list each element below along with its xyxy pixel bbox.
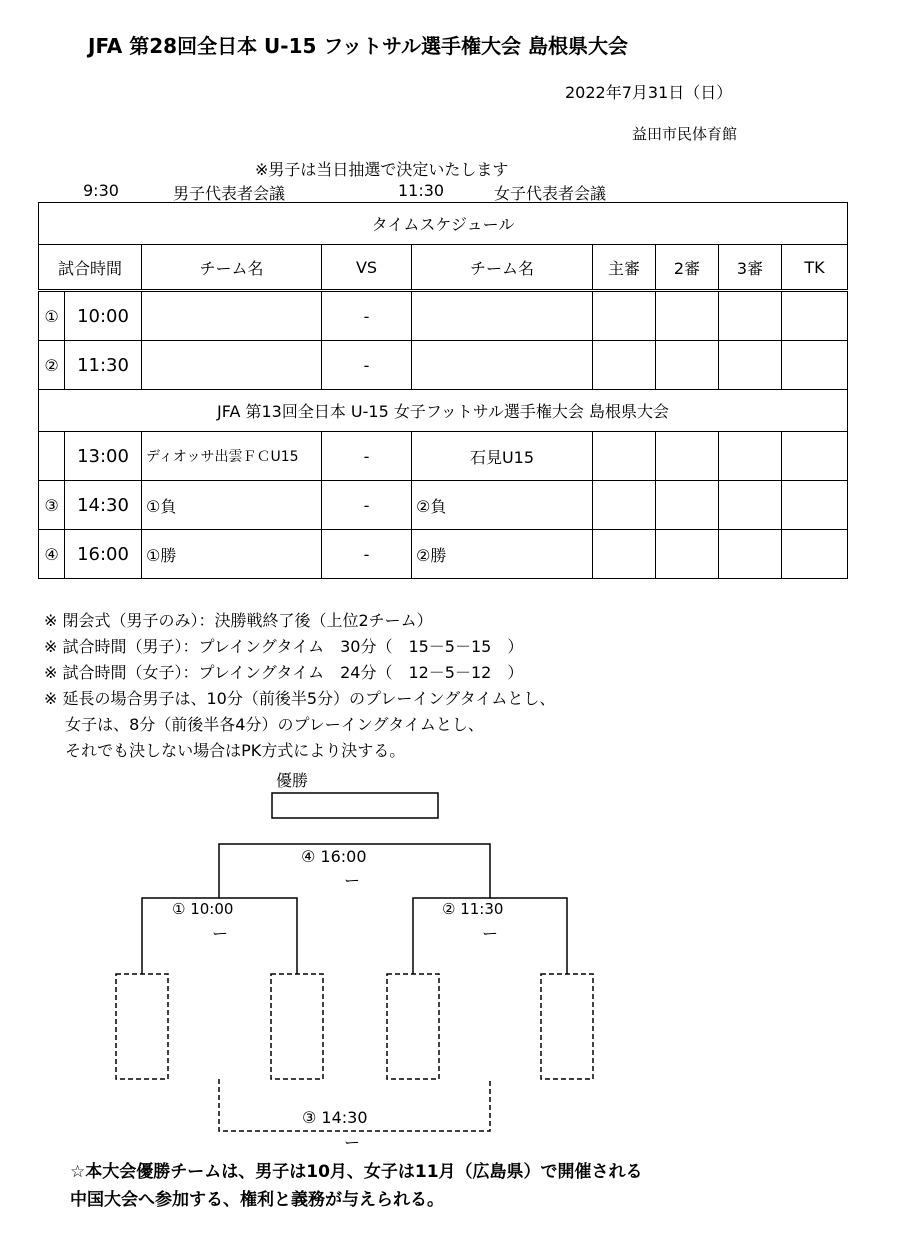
header-tk: TK [782, 245, 848, 291]
footer-line-1: ☆本大会優勝チームは、男子は10月、女子は11月（広島県）で開催される [70, 1162, 643, 1182]
team-a: ディオッサ出雲ＦＣU15 [142, 432, 322, 481]
match1-dash: ー [212, 924, 229, 943]
note-line: ※ 試合時間（女子）：プレイングタイム 24分（ 12－5－12 ） [44, 663, 524, 682]
team-a: ①負 [142, 481, 322, 530]
match-number: ① [39, 291, 65, 341]
vs: - [322, 341, 412, 390]
header-vs: VS [322, 245, 412, 291]
header-team-b: チーム名 [412, 245, 593, 291]
header-time: 試合時間 [39, 245, 142, 291]
match-number: ④ [39, 530, 65, 579]
third-match-label: ③ 14:30 [302, 1108, 368, 1127]
meeting-girls-time: 11:30 [398, 181, 445, 200]
header-team-a: チーム名 [142, 245, 322, 291]
header-third: 3審 [719, 245, 782, 291]
match-number: ② [39, 341, 65, 390]
vs: - [322, 432, 412, 481]
champion-box [272, 793, 438, 818]
meeting-boys-label: 男子代表者会議 [173, 184, 286, 203]
note-line: ※ 閉会式（男子のみ）：決勝戦終了後（上位2チーム） [44, 611, 433, 630]
match-number: ③ [39, 481, 65, 530]
vs: - [322, 291, 412, 341]
team-box-3 [387, 974, 439, 1079]
footer-note [70, 1158, 643, 1214]
vs: - [322, 481, 412, 530]
team-a: ①勝 [142, 530, 322, 579]
team-b: ②負 [412, 481, 593, 530]
note-line: ※ 延長の場合男子は、10分（前後半5分）のプレーイングタイムとし、 [44, 689, 556, 708]
team-b: 石見U15 [412, 432, 593, 481]
footer-line-2: 中国大会へ参加する、権利と義務が与えられる。 [70, 1190, 444, 1210]
lottery-notice: ※男子は当日抽選で決定いたします [255, 160, 509, 179]
match-time: 10:00 [65, 291, 142, 341]
schedule-caption: タイムスケジュール [39, 203, 848, 245]
meeting-girls-label: 女子代表者会議 [494, 184, 607, 203]
match-time: 14:30 [65, 481, 142, 530]
match1-label: ① 10:00 [172, 900, 234, 918]
note-line: それでも決しない場合はPK方式により決する。 [44, 741, 406, 760]
page-title: JFA 第28回全日本 U-15 フットサル選手権大会 島根県大会 [88, 34, 628, 58]
match-time: 11:30 [65, 341, 142, 390]
header-second: 2審 [656, 245, 719, 291]
final-dash: ー [344, 871, 361, 890]
event-venue: 益田市民体育館 [632, 125, 738, 143]
team-box-4 [541, 974, 593, 1079]
final-match-label: ④ 16:00 [301, 847, 367, 866]
girls-caption: JFA 第13回全日本 U-15 女子フットサル選手権大会 島根県大会 [39, 390, 848, 432]
match2-label: ② 11:30 [442, 900, 504, 918]
note-line: ※ 試合時間（男子）：プレイングタイム 30分（ 15－5－15 ） [44, 637, 524, 656]
third-dash: ー [344, 1133, 361, 1152]
event-date: 2022年7月31日（日） [565, 83, 733, 102]
team-box-2 [271, 974, 323, 1079]
champion-label: 優勝 [276, 771, 309, 790]
match2-dash: ー [482, 924, 499, 943]
team-b: ②勝 [412, 530, 593, 579]
header-referee: 主審 [593, 245, 656, 291]
vs: - [322, 530, 412, 579]
match-time: 16:00 [65, 530, 142, 579]
meeting-boys-time: 9:30 [83, 181, 119, 200]
match-time: 13:00 [65, 432, 142, 481]
note-line: 女子は、8分（前後半各4分）のプレーイングタイムとし、 [44, 715, 484, 734]
team-box-1 [116, 974, 168, 1079]
